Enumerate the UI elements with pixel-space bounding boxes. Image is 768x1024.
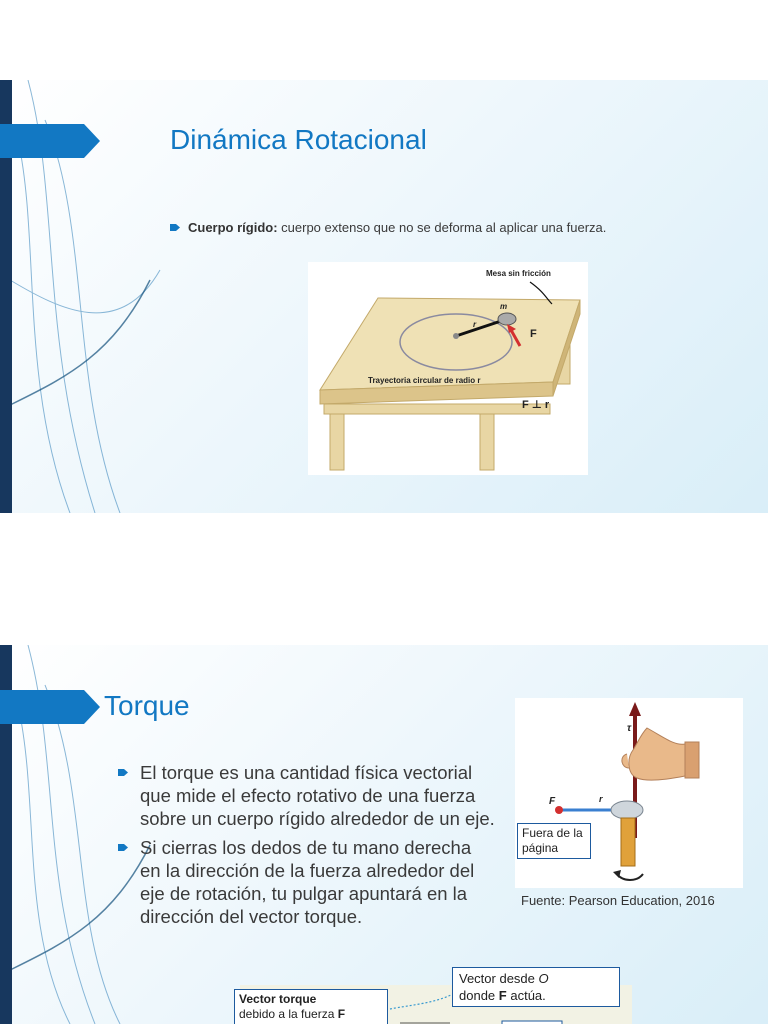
label-trayectoria: Trayectoria circular de radio r	[368, 376, 481, 385]
label-radius: r	[473, 320, 477, 329]
bullet-arrow-icon	[118, 844, 128, 851]
bullet-text: El torque es una cantidad física vectorial que mide el efecto rotativo de una fuerza sobre un cuerpo rígido alrededor de un eje.	[140, 762, 495, 829]
slide-title: Dinámica Rotacional	[170, 124, 427, 155]
slide-dinamica-rotacional	[0, 80, 768, 513]
bullet-definicion-torque	[116, 761, 496, 830]
callout-vector-torque	[234, 989, 388, 1024]
callout-vector-post: actúa.	[510, 988, 546, 1003]
label-force: F	[549, 796, 556, 807]
callout-fuera-de-la-pagina: Fuera de la página	[517, 823, 591, 859]
label-tau: τ	[627, 723, 632, 734]
label-r: r	[599, 794, 603, 804]
figure-source: Fuente: Pearson Education, 2016	[521, 893, 715, 908]
callout-vector-bold: F	[498, 988, 507, 1003]
right-hand-rule-figure	[515, 698, 743, 888]
callout-vector-mid: donde	[459, 988, 496, 1003]
bullet-text: Si cierras los dedos de tu mano derecha en la dirección de la fuerza alrededor del eje de rotación, tu pulgar apuntará en la dirección del vector torque.	[140, 837, 475, 927]
bullet-regla-mano-derecha	[116, 836, 496, 928]
bullet-term: Cuerpo rígido:	[188, 220, 278, 235]
slide-title: Torque	[104, 690, 190, 721]
callout-torque-title: Vector torque	[239, 992, 317, 1006]
callout-torque-var: F	[337, 1007, 346, 1021]
table-illustration	[308, 262, 588, 475]
bullet-cuerpo-rigido	[170, 220, 606, 235]
bullet-arrow-icon	[118, 769, 128, 776]
callout-torque-text: debido a la fuerza	[239, 1007, 335, 1021]
callout-vector-desde-o	[452, 967, 620, 1007]
title-arrow-tab	[0, 124, 100, 158]
title-arrow-tab	[0, 690, 100, 724]
label-force: F	[530, 328, 537, 340]
bullet-text: cuerpo extenso que no se deforma al aplicar una fuerza.	[277, 220, 607, 235]
callout-vector-var: O	[538, 971, 549, 986]
label-mass: m	[500, 302, 508, 311]
bullet-arrow-icon	[170, 224, 180, 231]
torque-bullet-list	[116, 761, 496, 934]
callout-vector-pre: Vector desde	[459, 971, 535, 986]
slide-torque	[0, 645, 768, 1024]
label-f-perp-r: F ⊥ r	[522, 399, 550, 411]
label-mesa-sin-friccion: Mesa sin fricción	[486, 269, 551, 278]
table-figure	[308, 262, 588, 475]
